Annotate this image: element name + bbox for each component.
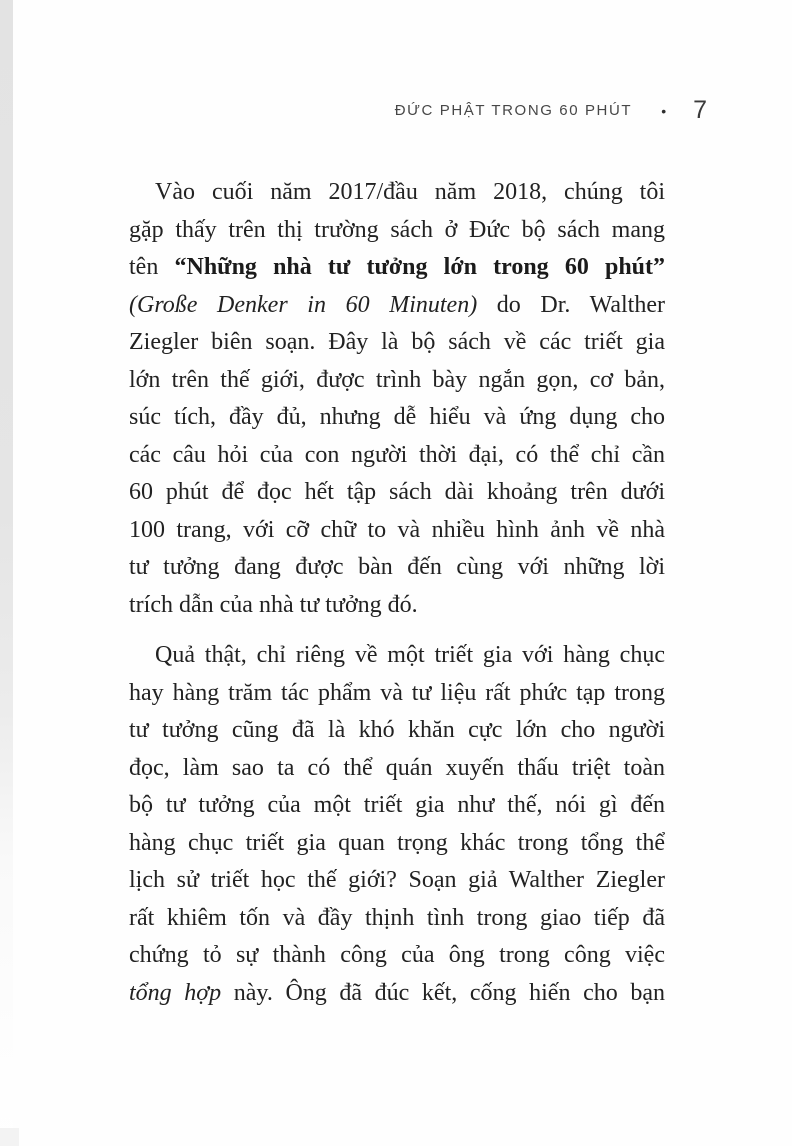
text-segment: bộ tư tưởng của một triết gia như thế, nói gì đến (129, 792, 665, 818)
text-segment: chứng tỏ sự thành công của ông trong công việc (129, 942, 665, 968)
text-segment: 60 phút để đọc hết tập sách dài khoảng trên dưới (129, 479, 665, 505)
text-line (129, 900, 665, 938)
bullet-separator-icon: • (661, 102, 667, 119)
text-line (129, 212, 665, 250)
text-line (129, 512, 665, 550)
italic-text: (Große Denker in 60 Minuten) (129, 291, 478, 318)
body-paragraph (129, 174, 665, 624)
scan-edge-shadow-bottom (0, 1128, 19, 1146)
text-segment: hàng chục triết gia quan trọng khác trong tổng thể (129, 829, 665, 856)
text-segment: hay hàng trăm tác phẩm và tư liệu rất phức tạp trong (129, 679, 665, 706)
text-line (129, 637, 665, 675)
text-segment: súc tích, đầy đủ, nhưng dễ hiểu và ứng dụng cho (129, 404, 665, 430)
text-segment: tên (129, 254, 175, 280)
text-segment: gặp thấy trên thị trường sách ở Đức bộ sách mang (129, 216, 665, 243)
text-segment: 100 trang, với cỡ chữ to và nhiều hình ảnh về nhà (129, 516, 665, 543)
text-line (129, 287, 665, 325)
text-segment: Ziegler biên soạn. Đây là bộ sách về các triết gia (129, 329, 665, 355)
text-segment: lịch sử triết học thế giới? Soạn giả Walther Ziegler (129, 867, 665, 893)
text-segment: trích dẫn của nhà tư tưởng đó. (129, 591, 418, 618)
text-line (129, 587, 665, 625)
text-segment: lớn trên thế giới, được trình bày ngắn gọn, cơ bản, (129, 366, 665, 393)
text-segment: tư tưởng cũng đã là khó khăn cực lớn cho người (129, 717, 665, 743)
text-segment: rất khiêm tốn và đầy thịnh tình trong giao tiếp đã (129, 904, 665, 931)
text-line (129, 787, 665, 825)
text-line (129, 249, 665, 287)
text-line (129, 675, 665, 713)
body-text-block (129, 174, 665, 1012)
running-title: ĐỨC PHẬT TRONG 60 PHÚT (394, 102, 633, 119)
text-segment: Quả thật, chỉ riêng về một triết gia với hàng chục (155, 642, 665, 668)
text-line (129, 825, 665, 863)
text-line (129, 437, 665, 475)
text-segment: đọc, làm sao ta có thể quán xuyến thấu triệt toàn (129, 754, 665, 781)
text-line (129, 324, 665, 362)
text-segment: tư tưởng đang được bàn đến cùng với những lời (129, 554, 665, 580)
text-line (129, 975, 665, 1013)
text-segment: các câu hỏi của con người thời đại, có thể chỉ cần (129, 441, 665, 468)
text-line (129, 750, 665, 788)
text-line (129, 862, 665, 900)
text-line (129, 474, 665, 512)
bold-text: “Những nhà tư tưởng lớn trong 60 phút” (174, 254, 665, 280)
text-segment: này. Ông đã đúc kết, cống hiến cho bạn (221, 979, 665, 1006)
page-number: 7 (693, 96, 707, 124)
italic-text: tổng hợp (129, 979, 222, 1006)
text-line (129, 712, 665, 750)
scan-edge-shadow (0, 0, 13, 1146)
body-paragraph (129, 637, 665, 1012)
running-header (395, 96, 707, 125)
text-line (129, 174, 665, 212)
text-segment: do Dr. Walther (477, 291, 665, 318)
text-line (129, 549, 665, 587)
text-line (129, 937, 665, 975)
text-segment: Vào cuối năm 2017/đầu năm 2018, chúng tôi (155, 179, 665, 205)
text-line (129, 399, 665, 437)
text-line (129, 362, 665, 400)
